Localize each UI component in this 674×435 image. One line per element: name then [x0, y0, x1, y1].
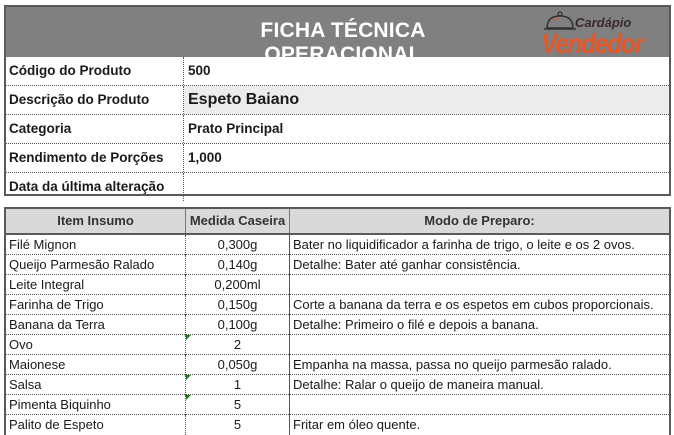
item-cell[interactable]: Palito de Espeto — [6, 415, 186, 435]
medida-cell[interactable]: 0,100g — [186, 315, 290, 335]
preparo-cell[interactable]: Bater no liquidificador a farinha de trigo, o leite e os 2 ovos. — [293, 237, 635, 252]
table-row — [6, 355, 669, 375]
item-cell[interactable]: Queijo Parmesão Ralado — [6, 255, 186, 275]
medida-cell[interactable]: 0,140g — [186, 255, 290, 275]
title-banner — [6, 5, 669, 66]
table-row — [6, 395, 669, 415]
preparo-cell[interactable] — [290, 335, 669, 355]
ingredients-table — [4, 207, 671, 435]
logo-text-top: Cardápio — [575, 15, 632, 30]
page-title: FICHA TÉCNICA OPERACIONAL — [260, 19, 426, 66]
item-cell[interactable]: Maionese — [6, 355, 186, 375]
item-cell[interactable]: Farinha de Trigo — [6, 295, 186, 315]
item-cell[interactable]: Pimenta Biquinho — [6, 395, 186, 415]
preparo-cell[interactable]: Empanha na massa, passa no queijo parmesão ralado. — [293, 357, 612, 372]
product-info-card — [4, 5, 671, 196]
logo-text-main: Vendedor — [541, 29, 643, 61]
info-row-data — [6, 173, 669, 201]
column-header-item: Item Insumo — [6, 209, 186, 233]
number-as-text-indicator-icon — [186, 335, 191, 340]
info-row-categoria — [6, 115, 669, 144]
preparo-cell[interactable] — [290, 275, 669, 295]
column-header-preparo: Modo de Preparo: — [424, 213, 535, 228]
table-row — [6, 275, 669, 295]
last-change-date-value[interactable] — [184, 173, 669, 201]
info-label: Data da última alteração — [6, 173, 184, 201]
item-cell[interactable]: Banana da Terra — [6, 315, 186, 335]
preparo-cell[interactable] — [290, 395, 669, 415]
item-cell[interactable]: Ovo — [6, 335, 186, 355]
info-label: Rendimento de Porções — [6, 144, 184, 172]
medida-cell[interactable]: 2 — [186, 335, 290, 355]
medida-cell[interactable]: 0,300g — [186, 235, 290, 255]
number-as-text-indicator-icon — [186, 375, 191, 380]
table-row — [6, 255, 669, 275]
table-row — [6, 375, 669, 395]
medida-cell[interactable]: 0,200ml — [186, 275, 290, 295]
info-label: Código do Produto — [6, 57, 184, 85]
preparo-cell[interactable]: Fritar em óleo quente. — [293, 417, 421, 432]
medida-cell[interactable]: 5 — [186, 395, 290, 415]
table-row — [6, 335, 669, 355]
number-as-text-indicator-icon — [186, 395, 191, 400]
item-cell[interactable]: Leite Integral — [6, 275, 186, 295]
table-row — [6, 415, 669, 435]
medida-cell[interactable]: 0,150g — [186, 295, 290, 315]
table-header — [6, 209, 669, 235]
preparo-cell[interactable]: Detalhe: Bater até ganhar consistência. — [293, 257, 521, 272]
preparo-cell[interactable]: Corte a banana da terra e os espetos em cubos proporcionais. — [293, 297, 654, 312]
category-value[interactable]: Prato Principal — [188, 121, 284, 136]
info-row-rendimento — [6, 144, 669, 173]
portions-value[interactable]: 1,000 — [188, 150, 222, 165]
brand-logo — [537, 9, 647, 59]
column-header-medida: Medida Caseira — [186, 209, 290, 233]
preparo-cell[interactable]: Detalhe: Primeiro o filé e depois a banana. — [293, 317, 539, 332]
medida-cell[interactable]: 0,050g — [186, 355, 290, 375]
table-row — [6, 235, 669, 255]
table-row — [6, 315, 669, 335]
table-row — [6, 295, 669, 315]
medida-cell[interactable]: 5 — [186, 415, 290, 435]
info-label: Categoria — [6, 115, 184, 143]
info-row-descricao — [6, 86, 669, 115]
product-description-value[interactable]: Espeto Baiano — [184, 86, 669, 114]
info-row-codigo — [6, 57, 669, 86]
item-cell[interactable]: Salsa — [6, 375, 186, 395]
medida-cell[interactable]: 1 — [186, 375, 290, 395]
item-cell[interactable]: Filé Mignon — [6, 235, 186, 255]
preparo-cell[interactable]: Detalhe: Ralar o queijo de maneira manual. — [293, 377, 544, 392]
product-code-value[interactable]: 500 — [188, 63, 211, 78]
info-label: Descrição do Produto — [6, 86, 184, 114]
